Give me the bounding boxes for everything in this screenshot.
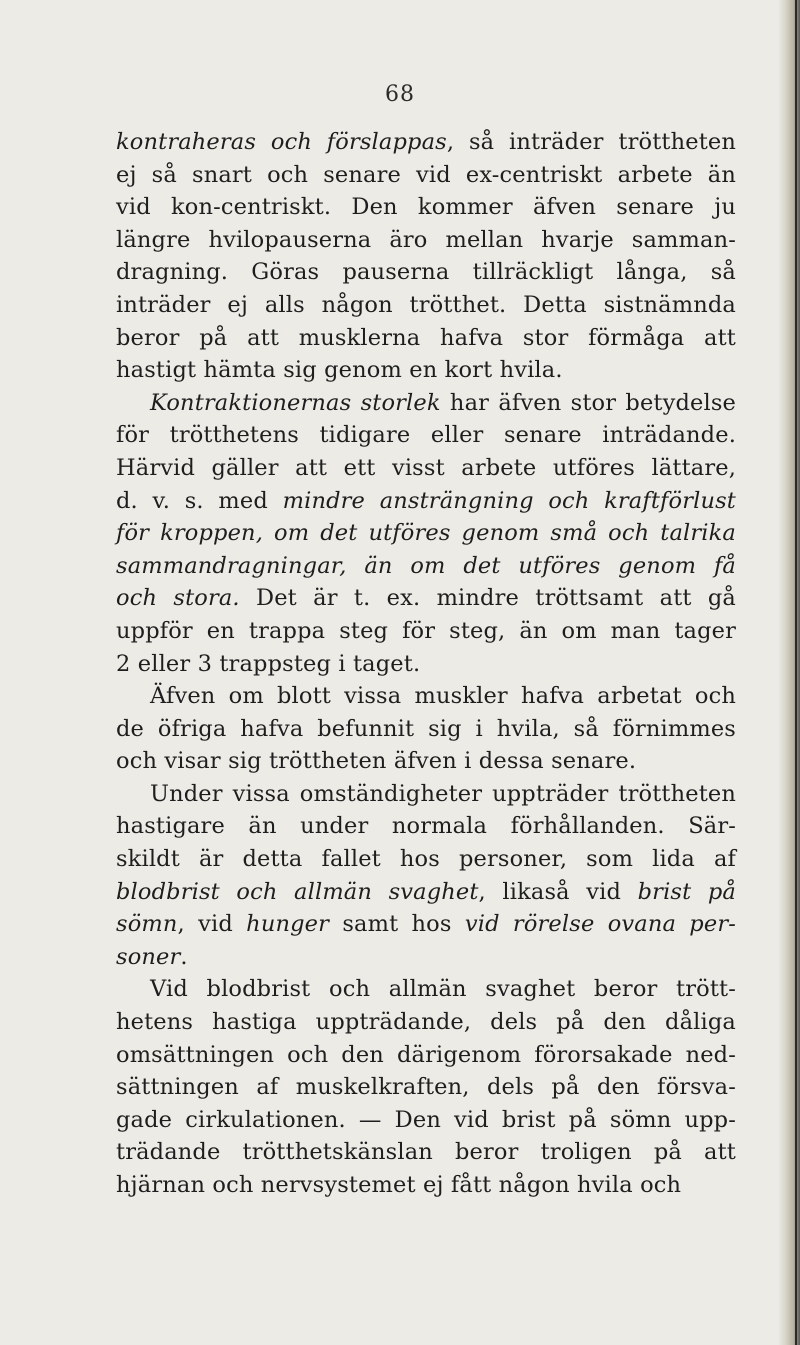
text-segment: d. v. s. med [116,487,283,514]
text-line [116,419,736,452]
text-segment: hetens hastiga uppträdande, dels på den dåliga [116,1009,736,1036]
text-segment: Det är t. ex. mindre tröttsamt att gå [239,585,736,612]
text-segment: , vid [177,911,247,938]
text-segment: 2 eller 3 trappsteg i taget. [116,650,421,677]
text-segment: , så inträder tröttheten [446,129,736,155]
page-edge-line [795,0,797,1345]
text-line [116,615,736,648]
italic-text: kontraheras och förslappas [116,129,447,155]
text-segment: hastigare än under normala förhållanden. Sär- [116,813,736,840]
text-line [116,941,736,974]
text-segment: längre hvilopauserna äro mellan hvarje samman- [116,226,736,253]
text-line [116,550,736,583]
text-line [116,256,736,289]
text-segment: inträder ej alls någon trötthet. Detta sistnämnda [116,291,736,318]
text-line [116,191,736,224]
text-segment: , likaså vid [478,878,638,905]
text-segment: omsättningen och den därigenom förorsakade ned- [116,1041,736,1068]
text-line [116,517,736,550]
italic-text: för kroppen, om det utföres genom små och talrika [116,520,736,547]
text-line [116,713,736,746]
text-line [116,289,736,322]
text-segment: Äfven om blott vissa muskler hafva arbetat och [150,683,736,710]
text-segment: sättningen af muskelkraften, dels på den försva- [116,1074,736,1101]
text-line [116,582,736,615]
text-line [116,876,736,909]
text-segment: och visar sig tröttheten äfven i dessa senare. [116,748,637,775]
text-segment: Under vissa omständigheter uppträder tröttheten [150,780,736,807]
italic-text: hunger [246,911,330,938]
text-line [116,452,736,485]
text-line [116,778,736,811]
text-segment: Vid blodbrist och allmän svaghet beror trött- [150,976,736,1003]
text-segment: hjärnan och nervsystemet ej fått någon hvila och [116,1172,682,1198]
text-segment: Härvid gäller att ett visst arbete utföres lättare, [116,454,736,481]
text-segment: ej så snart och senare vid ex-centriskt arbete än [116,161,736,188]
text-segment: samt hos [329,911,465,938]
text-line [116,810,736,843]
text-segment: hastigt hämta sig genom en kort hvila. [116,357,563,384]
text-line [116,1071,736,1104]
body-text [116,126,736,1202]
text-segment: de öfriga hafva befunnit sig i hvila, så förnimmes [116,715,736,742]
text-line [116,159,736,192]
italic-text: mindre ansträngning och kraftförlust [282,487,736,514]
text-segment: gade cirkulationen. — Den vid brist på sömn upp- [116,1106,736,1133]
text-segment: beror på att musklerna hafva stor förmåga att [116,324,736,351]
text-segment: uppför en trappa steg för steg, än om man tager [116,617,736,644]
italic-text: och stora. [116,585,240,612]
text-segment: vid kon-centriskt. Den kommer äfven senare ju [116,194,736,221]
italic-text: vid rörelse ovana per- [464,911,736,938]
text-line [116,973,736,1006]
text-line [116,1169,736,1202]
text-segment: för trötthetens tidigare eller senare inträdande. [116,422,736,449]
text-line [116,1136,736,1169]
text-line [116,1104,736,1137]
text-line [116,745,736,778]
italic-text: brist på [637,878,736,905]
text-line [116,354,736,387]
text-line [116,648,736,681]
text-line [116,908,736,941]
italic-text: sömn [116,911,178,938]
italic-text: Kontraktionernas storlek [150,389,441,416]
text-line [116,387,736,420]
italic-text: blodbrist och allmän svaghet [116,878,479,905]
text-line [116,322,736,355]
page-number: 68 [385,82,415,107]
text-segment: trädande trötthetskänslan beror troligen på att [116,1139,736,1166]
text-segment: dragning. Göras pauserna tillräckligt långa, så [116,259,736,286]
text-line [116,843,736,876]
text-segment: . [180,943,188,970]
text-line [116,485,736,518]
text-line [116,680,736,713]
text-segment: skildt är detta fallet hos personer, som lida af [116,846,736,873]
italic-text: soner [116,943,181,970]
text-line [116,1039,736,1072]
text-segment: har äfven stor betydelse [440,389,736,416]
text-line [116,126,736,159]
italic-text: sammandragningar, än om det utföres genom få [116,552,736,579]
text-line [116,224,736,257]
text-line [116,1006,736,1039]
